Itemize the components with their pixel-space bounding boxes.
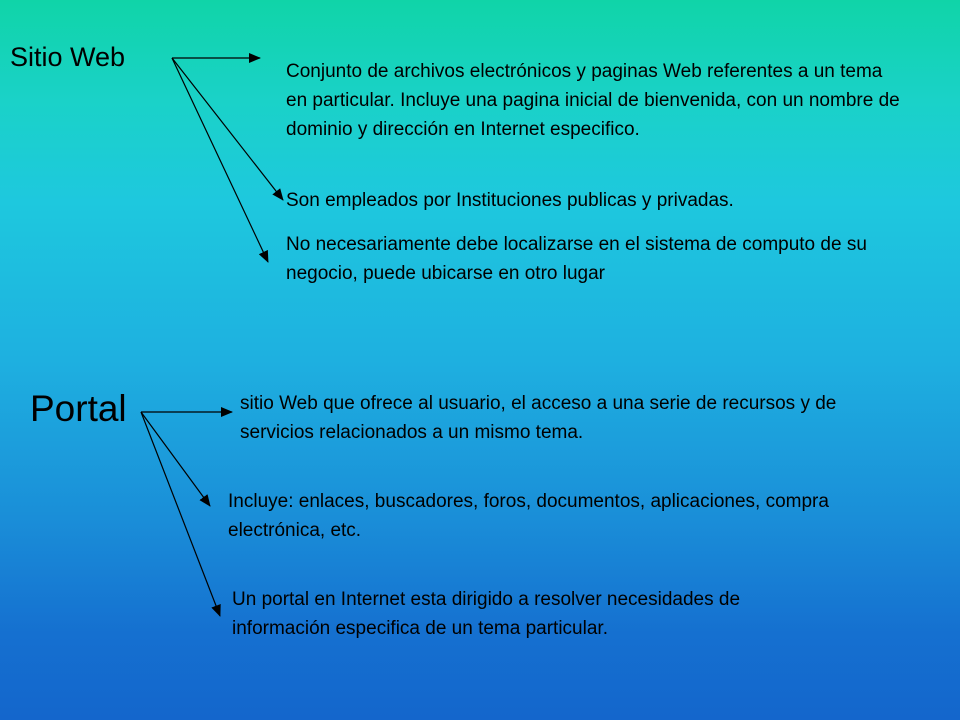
portal-heading: Portal: [30, 388, 127, 429]
sitio-arrow-3: [172, 58, 268, 262]
sitio-web-definition: Conjunto de archivos electrónicos y paginas Web referentes a un tema en particular. Incluye una pagina inicial de bienvenida, con un nombre de dominio y dirección en Internet especifico.: [286, 61, 900, 140]
sitio-web-heading: Sitio Web: [10, 42, 126, 72]
portal-arrow-2: [141, 412, 210, 506]
sitio-web-location: No necesariamente debe localizarse en el sistema de computo de su negocio, puede ubicarse en otro lugar: [286, 234, 867, 284]
portal-arrow-3: [141, 412, 220, 616]
portal-definition: sitio Web que ofrece al usuario, el acceso a una serie de recursos y de servicios relacionados a un mismo tema.: [240, 393, 837, 443]
portal-purpose: Un portal en Internet esta dirigido a resolver necesidades de información especifica de un tema particular.: [232, 589, 741, 639]
sitio-web-users: Son empleados por Instituciones publicas y privadas.: [286, 190, 734, 211]
sitio-arrow-2: [172, 58, 283, 200]
portal-includes: Incluye: enlaces, buscadores, foros, documentos, aplicaciones, compra electrónica, etc.: [228, 491, 829, 541]
